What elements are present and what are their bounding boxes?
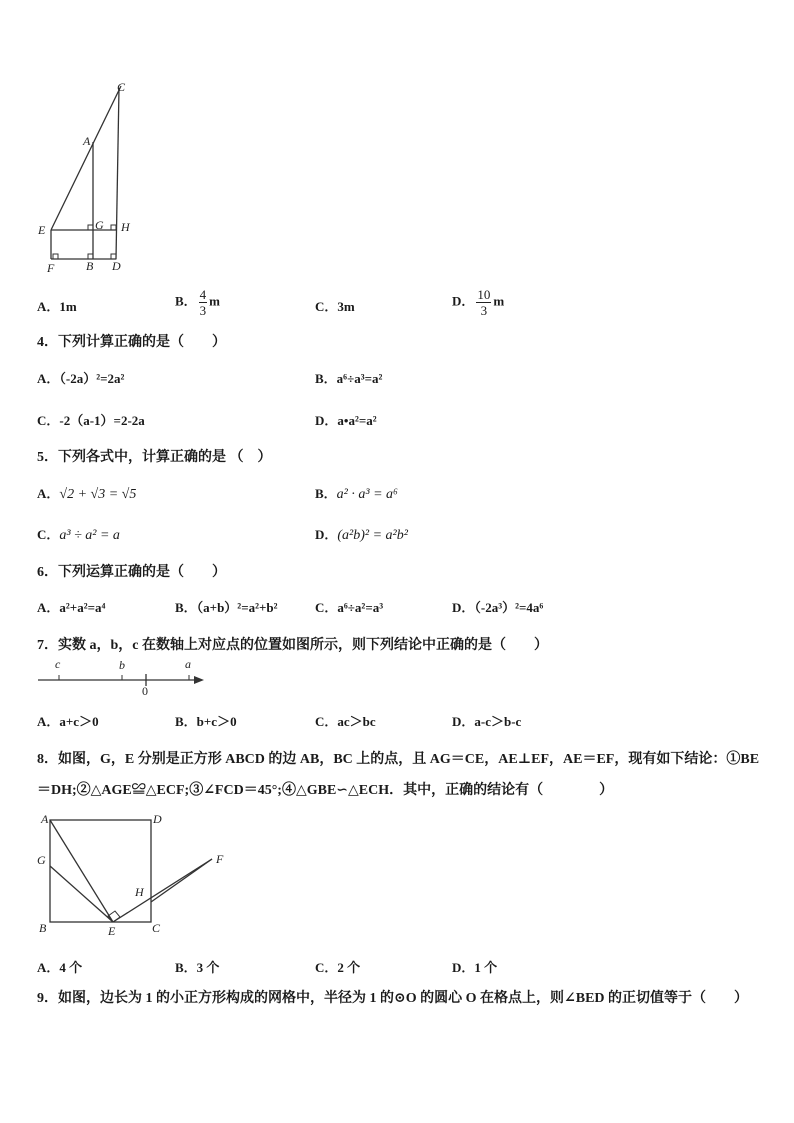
q6-option-d[interactable]: D．（-2a³）²=4a⁶ <box>452 600 544 615</box>
option-label: B． <box>175 293 197 309</box>
q4-option-c[interactable]: C．-2（a-1）=2-2a <box>37 413 145 428</box>
q8-stem-line1: 8．如图，G，E 分别是正方形 ABCD 的边 AB，BC 上的点，且 AG＝CE，AE⊥EF，AE＝EF，现有如下结论：①BE <box>37 752 760 767</box>
axis-label-c: c <box>55 657 61 671</box>
q4-option-a[interactable]: A．（-2a）²=2a² <box>37 371 125 386</box>
q5-option-c[interactable] <box>37 524 120 544</box>
q7-option-d[interactable]: D．a-c＞b-c <box>452 714 522 729</box>
option-label: C． <box>315 299 338 314</box>
label-B: B <box>39 921 47 935</box>
q8-option-d[interactable]: D．1 个 <box>452 960 498 975</box>
option-label: C． <box>37 527 60 542</box>
fraction: $\frac{10}{3}$ <box>477 287 491 318</box>
q7-stem: 7．实数 a，b，c 在数轴上对应点的位置如图所示，则下列结论中正确的是（ ） <box>37 638 548 653</box>
figure-q3 <box>30 76 145 276</box>
q7-option-c[interactable]: C．ac＞bc <box>315 714 376 729</box>
q6-option-c[interactable]: C．a⁶÷a²=a³ <box>315 600 384 615</box>
label-A: A <box>83 134 91 148</box>
label-F: F <box>216 852 224 866</box>
option-label: D． <box>315 527 338 542</box>
q8-option-a[interactable]: A．4 个 <box>37 960 83 975</box>
q9-stem: 9．如图，边长为 1 的小正方形构成的网格中，半径为 1 的⊙O 的圆心 O 在格点上，则∠BED 的正切值等于（ ） <box>37 991 749 1006</box>
q3-option-c[interactable] <box>315 296 355 315</box>
figure-q8 <box>32 806 237 940</box>
math-expression: √2 + √3 = √5 <box>59 487 137 502</box>
q6-stem: 6．下列运算正确的是（ ） <box>37 565 226 580</box>
label-C: C <box>152 921 161 935</box>
q7-option-a[interactable]: A．a+c＞0 <box>37 714 99 729</box>
label-H: H <box>135 885 144 899</box>
label-B: B <box>86 259 94 273</box>
q8-option-c[interactable]: C．2 个 <box>315 960 361 975</box>
q4-option-b[interactable]: B．a⁶÷a³=a² <box>315 371 383 386</box>
label-A: A <box>41 812 49 826</box>
label-D: D <box>112 259 121 273</box>
label-C: C <box>117 80 126 94</box>
label-F: F <box>47 261 55 275</box>
number-line-figure <box>34 654 210 698</box>
q5-option-b[interactable] <box>315 483 398 503</box>
q6-option-a[interactable]: A．a²+a²=a⁴ <box>37 600 106 615</box>
label-G: G <box>37 853 46 867</box>
axis-label-a: a <box>185 657 191 671</box>
option-label: D． <box>452 293 475 309</box>
label-E: E <box>108 924 116 938</box>
q4-stem: 4．下列计算正确的是（ ） <box>37 335 226 350</box>
option-label: A． <box>37 486 60 501</box>
option-text: 1m <box>59 299 77 314</box>
axis-label-zero: 0 <box>142 684 148 698</box>
math-expression: a² · a³ = a⁶ <box>336 487 398 502</box>
q3-option-b[interactable] <box>175 287 220 318</box>
q5-option-a[interactable] <box>37 483 136 503</box>
label-D: D <box>153 812 162 826</box>
unit: m <box>493 293 505 309</box>
axis-label-b: b <box>119 658 125 672</box>
q5-stem: 5．下列各式中，计算正确的是 （ ） <box>37 450 272 465</box>
q7-option-b[interactable]: B．b+c＞0 <box>175 714 237 729</box>
label-H: H <box>121 220 130 234</box>
option-label: B． <box>315 486 337 501</box>
label-G: G <box>95 218 104 232</box>
option-label: A． <box>37 299 60 314</box>
q8-stem-line2: ＝DH;②△AGE≌△ECF;③∠FCD＝45°;④△GBE∽△ECH．其中，正确的结论有（ ） <box>37 783 614 798</box>
q4-option-d[interactable]: D．a•a²=a² <box>315 413 377 428</box>
q8-option-b[interactable]: B．3 个 <box>175 960 220 975</box>
q3-option-d[interactable] <box>452 287 504 318</box>
math-expression: a³ ÷ a² = a <box>59 528 120 543</box>
math-expression: (a²b)² = a²b² <box>337 528 408 543</box>
label-E: E <box>38 223 46 237</box>
q3-option-a[interactable] <box>37 296 77 315</box>
q5-option-d[interactable] <box>315 524 408 544</box>
fraction: $\frac{4}{3}$ <box>199 287 207 318</box>
option-text: 3m <box>337 299 355 314</box>
unit: m <box>209 293 221 309</box>
q6-option-b[interactable]: B．（a+b）²=a²+b² <box>175 600 278 615</box>
